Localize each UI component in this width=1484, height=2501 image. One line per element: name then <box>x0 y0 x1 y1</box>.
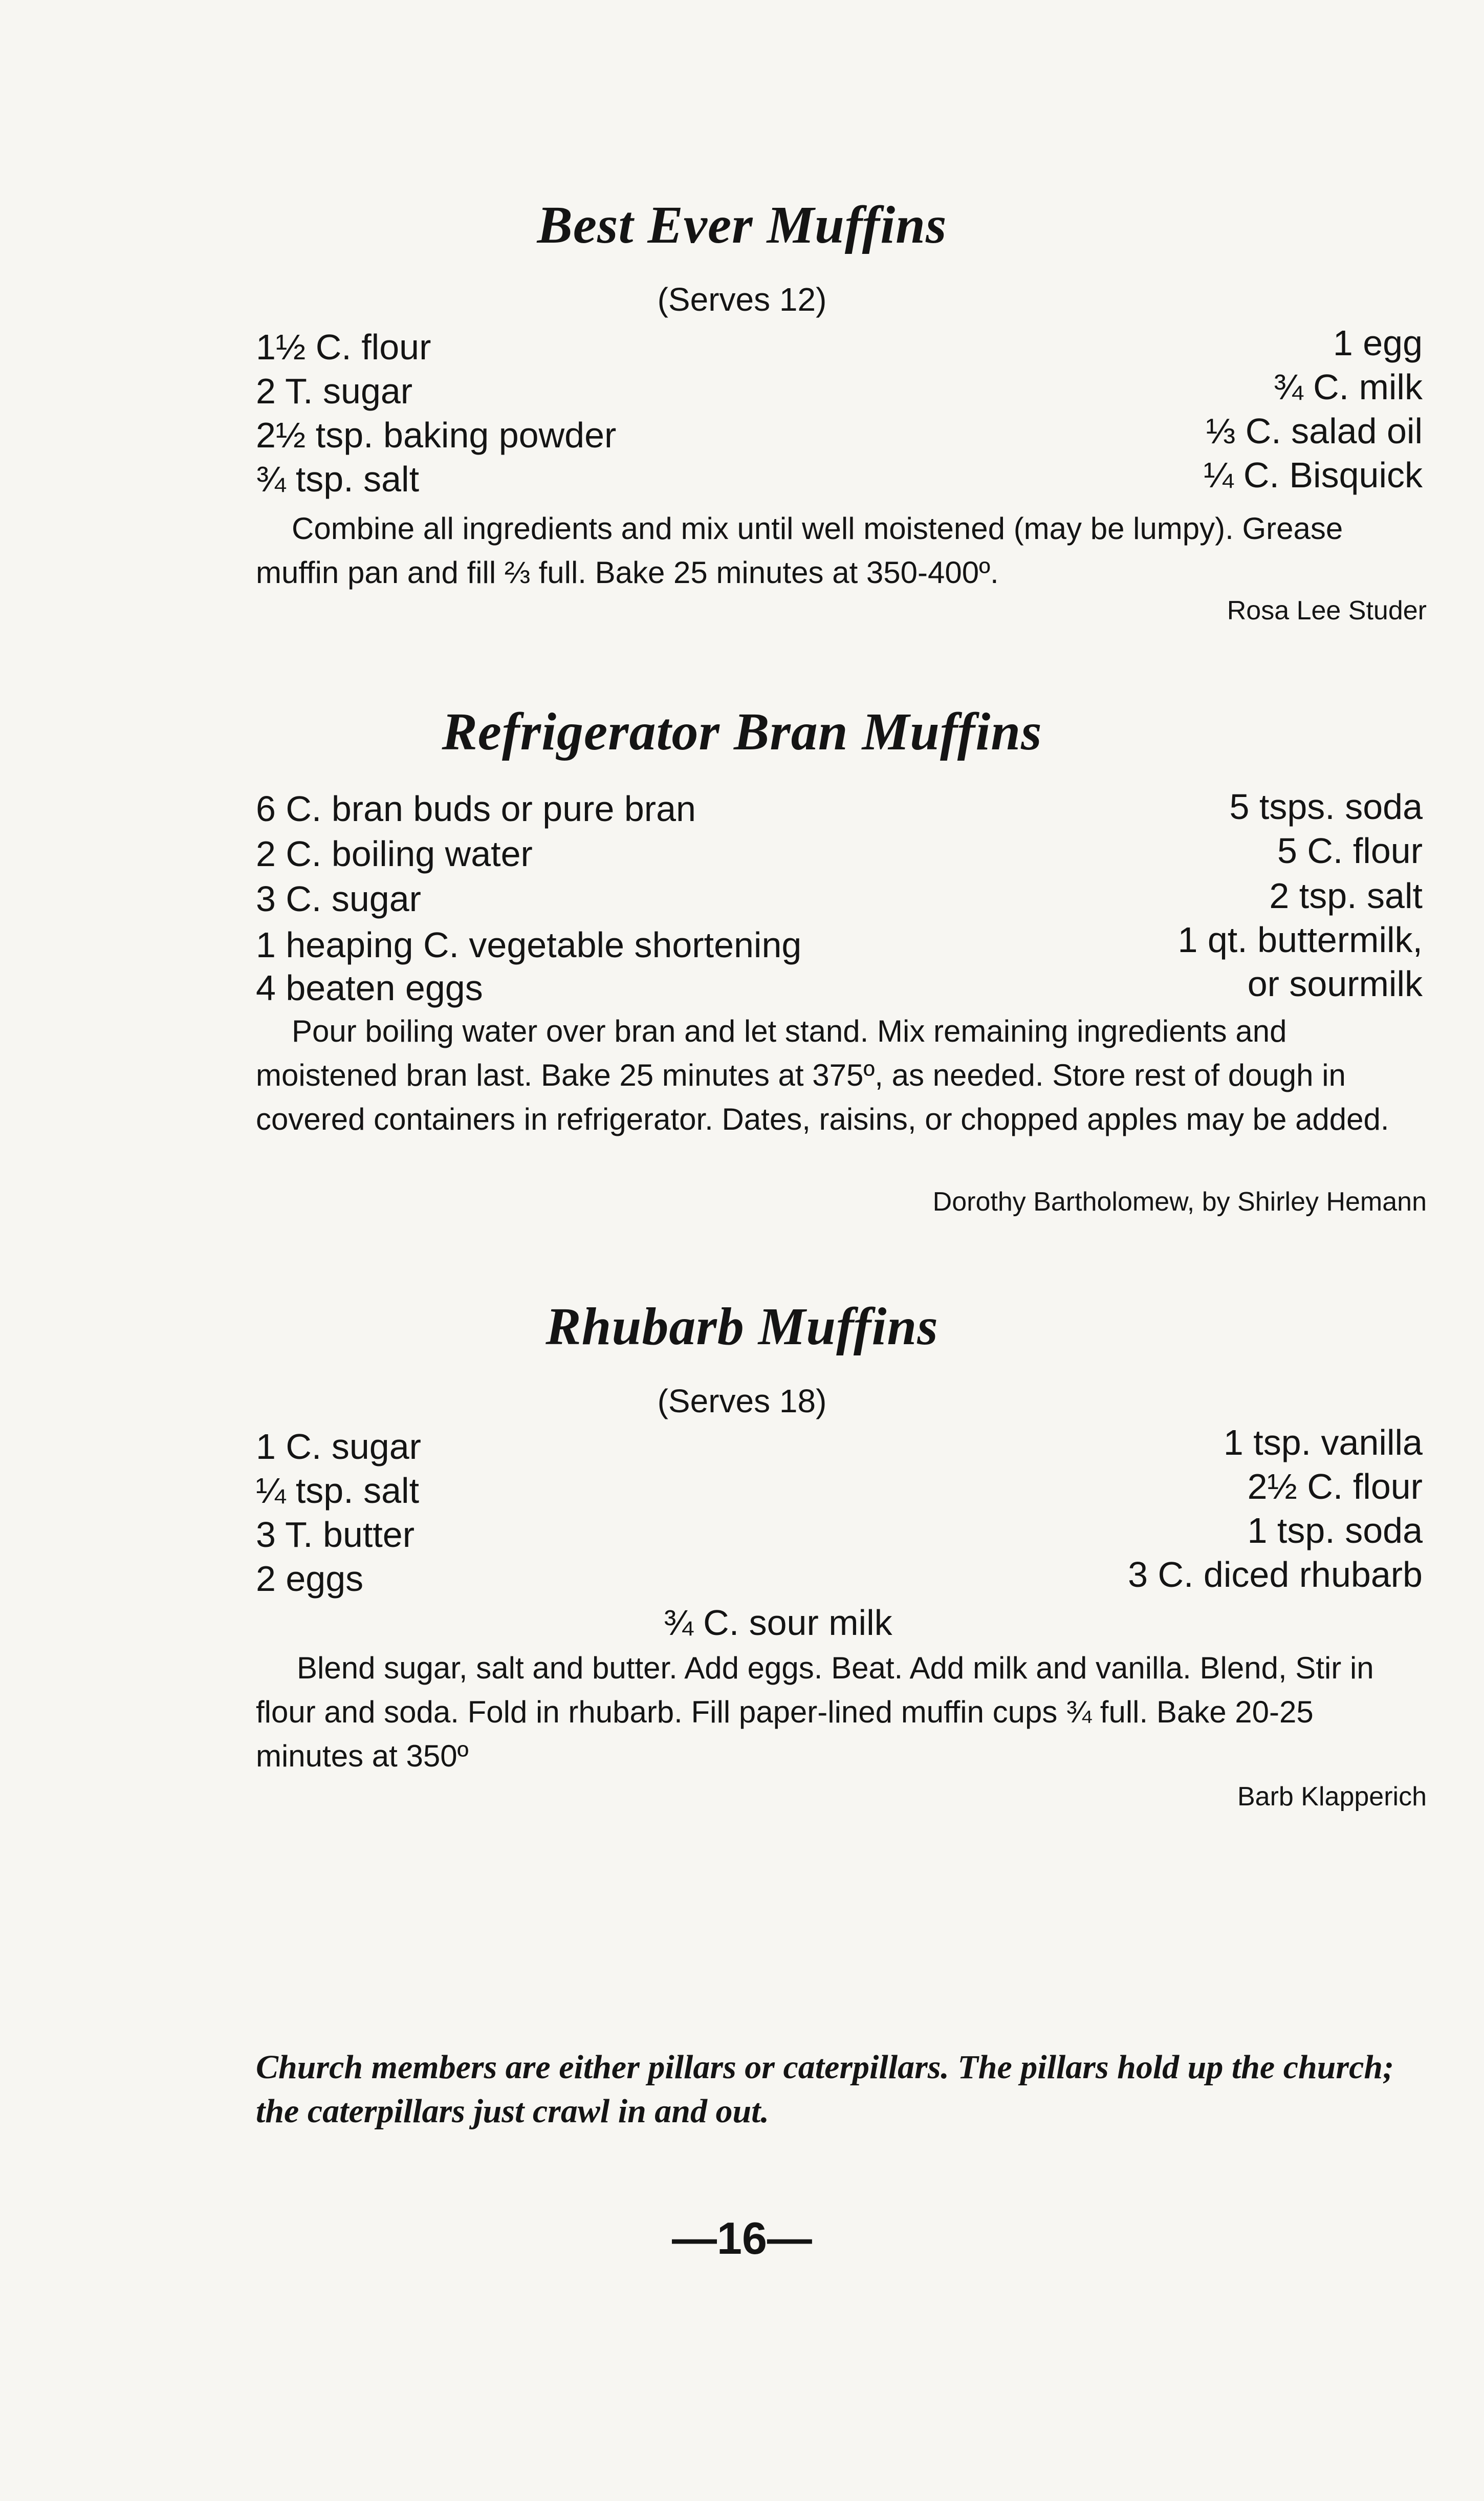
recipe-title: Best Ever Muffins <box>537 196 947 254</box>
page-number: —16— <box>672 2213 812 2263</box>
ingredient: ¼ tsp. salt <box>256 1471 420 1511</box>
ingredient: 1 tsp. soda <box>1247 1511 1423 1550</box>
ingredient: 1 tsp. vanilla <box>1223 1422 1423 1462</box>
ingredient: 1 egg <box>1333 323 1423 363</box>
ingredient: 5 C. flour <box>1277 831 1423 871</box>
ingredient: 1 qt. buttermilk, <box>1177 920 1423 960</box>
ingredient: 2½ tsp. baking powder <box>256 415 617 455</box>
ingredient: 6 C. bran buds or pure bran <box>256 789 696 829</box>
ingredient: 2½ C. flour <box>1247 1467 1423 1506</box>
ingredient: 2 tsp. salt <box>1269 876 1423 916</box>
ingredient: 3 C. diced rhubarb <box>1128 1555 1423 1594</box>
ingredient: 1 C. sugar <box>256 1427 421 1467</box>
recipe-author: Dorothy Bartholomew, by Shirley Hemann <box>932 1187 1427 1217</box>
ingredient: 3 T. butter <box>256 1515 415 1555</box>
ingredient: 1 heaping C. vegetable shortening <box>256 925 802 965</box>
ingredient: 2 T. sugar <box>256 371 413 411</box>
ingredient: ¾ C. sour milk <box>663 1603 892 1643</box>
recipe-title: Refrigerator Bran Muffins <box>442 702 1042 761</box>
ingredient: ¾ C. milk <box>1273 367 1423 407</box>
recipe-directions: Combine all ingredients and mix until well moistened (may be lumpy). Grease muffin pan and fill ⅔ full. Bake 25 minutes at 350-400º. <box>256 511 1343 590</box>
ingredient: 5 tsps. soda <box>1229 787 1423 827</box>
recipe-serves: (Serves 18) <box>657 1383 827 1419</box>
closing-quote: Church members are either pillars or caterpillars. The pillars hold up the church; the caterpillars just crawl in and out. <box>256 2049 1394 2130</box>
ingredient: or sourmilk <box>1247 964 1423 1004</box>
recipe-author: Rosa Lee Studer <box>1227 596 1427 626</box>
recipe-directions: Pour boiling water over bran and let stand. Mix remaining ingredients and moistened bran last. Bake 25 minutes at 375º, as needed. Store rest of dough in covered containers in refrigerator. Dates, raisins, or chopped apples may be added. <box>256 1014 1389 1136</box>
ingredient: 3 C. sugar <box>256 879 421 919</box>
recipe-directions: Blend sugar, salt and butter. Add eggs. Beat. Add milk and vanilla. Blend, Stir in flour and soda. Fold in rhubarb. Fill paper-lined muffin cups ¾ full. Bake 20-25 minutes at 350º <box>256 1651 1374 1773</box>
ingredient: 4 beaten eggs <box>256 968 483 1008</box>
ingredient: ⅓ C. salad oil <box>1205 411 1423 451</box>
recipe-title: Rhubarb Muffins <box>545 1297 939 1356</box>
ingredient: 1½ C. flour <box>256 327 431 367</box>
recipe-author: Barb Klapperich <box>1237 1782 1427 1812</box>
ingredient: ¾ tsp. salt <box>256 459 420 499</box>
ingredient: 2 C. boiling water <box>256 834 533 874</box>
recipe-serves: (Serves 12) <box>657 281 827 318</box>
ingredient: 2 eggs <box>256 1559 364 1599</box>
ingredient: ¼ C. Bisquick <box>1204 455 1423 495</box>
